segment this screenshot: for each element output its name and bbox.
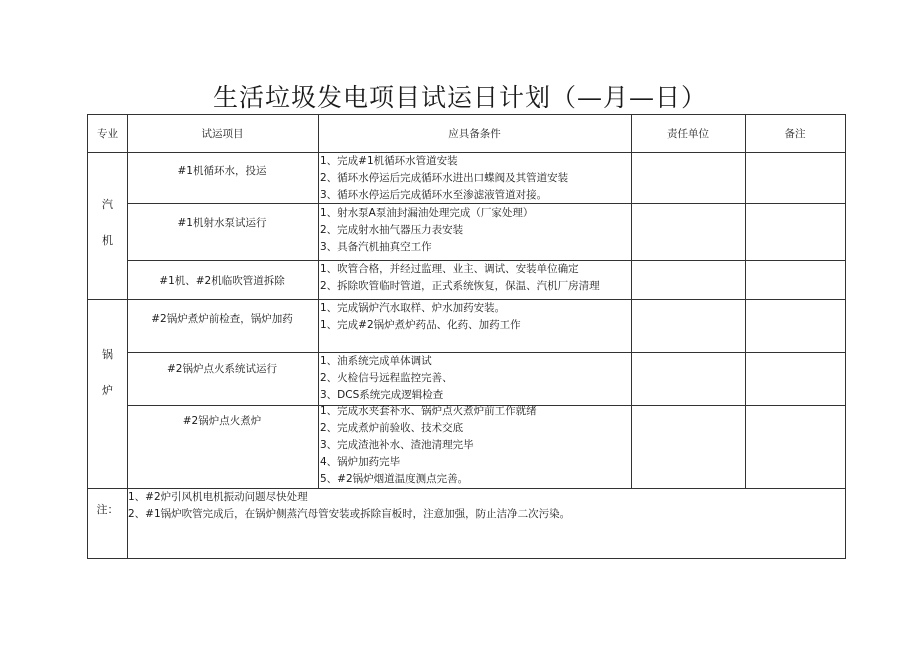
conditions-list <box>320 205 630 256</box>
header-major: 专业 <box>97 128 118 140</box>
header-conditions: 应具备条件 <box>448 128 501 140</box>
major-boiler <box>88 337 127 409</box>
condition-line: 3、完成渣池补水、渣池清理完毕 <box>320 439 474 451</box>
note-line: 1、#2炉引风机电机振动问题尽快处理 <box>128 491 308 503</box>
condition-line: 3、具备汽机抽真空工作 <box>320 241 432 253</box>
condition-line: 1、完成#1机循环水管道安装 <box>320 155 458 167</box>
header-remark: 备注 <box>784 128 806 140</box>
condition-line: 3、DCS系统完成逻辑检查 <box>320 389 444 401</box>
col-divider <box>745 115 746 488</box>
conditions-list <box>320 153 630 204</box>
condition-line: 5、#2锅炉烟道温度测点完善。 <box>320 473 469 485</box>
page-title: 生活垃圾发电项目试运日计划（—月—日） <box>212 83 707 112</box>
note-label: 注： <box>96 503 119 516</box>
conditions-list <box>320 261 630 295</box>
condition-line: 2、完成射水抽气器压力表安装 <box>320 224 464 236</box>
major-turbine <box>88 187 127 259</box>
notes-list <box>128 489 828 523</box>
conditions-list <box>320 403 630 488</box>
trial-item: #2锅炉点火煮炉 <box>182 415 262 427</box>
header-item: 试运项目 <box>201 128 244 140</box>
trial-run-plan-table <box>87 114 846 559</box>
col-divider <box>631 115 632 488</box>
col-divider <box>318 115 319 488</box>
conditions-list <box>320 300 630 334</box>
condition-line: 1、油系统完成单体调试 <box>320 355 432 367</box>
condition-line: 1、吹管合格，并经过监理、业主、调试、安装单位确定 <box>320 263 579 275</box>
condition-line: 3、循环水停运后完成循环水至渗滤液管道对接。 <box>320 189 548 201</box>
condition-line: 1、射水泵A泵油封漏油处理完成（厂家处理） <box>320 207 534 219</box>
trial-item: #1机射水泵试运行 <box>177 217 267 229</box>
major-char: 汽 机 <box>102 198 113 247</box>
condition-line: 1、完成#2锅炉煮炉药品、化药、加药工作 <box>320 319 521 331</box>
condition-line: 2、拆除吹管临时管道，正式系统恢复，保温、汽机厂房清理 <box>320 280 600 292</box>
condition-line: 1、完成水夹套补水、锅炉点火煮炉前工作就绪 <box>320 405 537 417</box>
condition-line: 2、火检信号远程监控完善、 <box>320 372 453 384</box>
condition-line: 1、完成锅炉汽水取样、炉水加药安装。 <box>320 302 506 314</box>
condition-line: 4、锅炉加药完毕 <box>320 456 401 468</box>
condition-line: 2、完成煮炉前验收、技术交底 <box>320 422 464 434</box>
header-responsible-unit: 责任单位 <box>667 128 709 140</box>
note-line: 2、#1锅炉吹管完成后，在锅炉侧蒸汽母管安装或拆除盲板时，注意加强，防止洁净二次污染。 <box>128 508 571 520</box>
trial-item: #1机、#2机临吹管道拆除 <box>159 275 285 287</box>
condition-line: 2、循环水停运后完成循环水进出口蝶阀及其管道安装 <box>320 172 569 184</box>
major-char: 锅 炉 <box>102 348 113 397</box>
trial-item: #1机循环水，投运 <box>177 165 267 177</box>
trial-item: #2锅炉点火系统试运行 <box>167 363 277 375</box>
conditions-list <box>320 353 630 404</box>
trial-item: #2锅炉煮炉前检查，锅炉加药 <box>151 313 293 325</box>
